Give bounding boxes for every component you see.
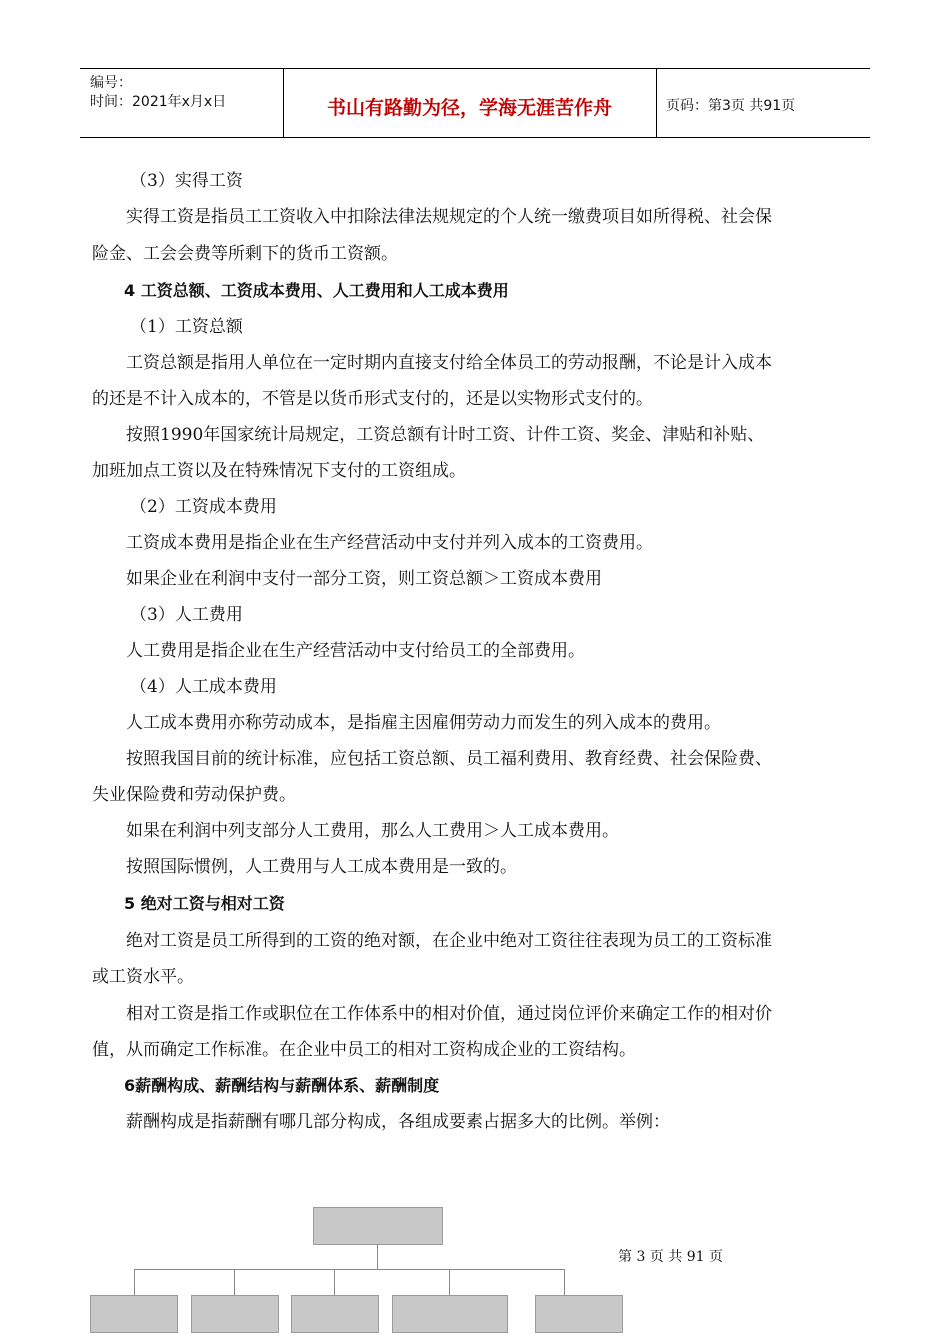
paragraph-line: 的还是不计入成本的，不管是以货币形式支付的，还是以实物形式支付的。 — [92, 389, 653, 409]
header-meta — [80, 69, 284, 137]
paragraph-line: 绝对工资是员工所得到的工资的绝对额，在企业中绝对工资往往表现为员工的工资标准 — [126, 931, 772, 951]
doc-date: 时间：2021年x月x日 — [90, 94, 227, 110]
paragraph-line: 如果在利润中列支部分人工费用，那么人工费用＞人工成本费用。 — [126, 821, 619, 841]
diagram-child-box — [90, 1295, 178, 1333]
section-heading: 4 工资总额、工资成本费用、人工费用和人工成本费用 — [124, 281, 509, 300]
diagram-connector — [134, 1269, 135, 1295]
header-page-number: 页码：第3页 共91页 — [666, 98, 796, 114]
paragraph-line: 险金、工会会费等所剩下的货币工资额。 — [92, 244, 398, 264]
page-footer: 第 3 页 共 91 页 — [618, 1249, 723, 1265]
paragraph-line: 人工费用是指企业在生产经营活动中支付给员工的全部费用。 — [126, 641, 585, 661]
subheading: （3）实得工资 — [130, 171, 243, 191]
subheading: （3）人工费用 — [130, 605, 243, 625]
diagram-child-box — [291, 1295, 379, 1333]
diagram-child-box — [535, 1295, 623, 1333]
paragraph-line: 工资成本费用是指企业在生产经营活动中支付并列入成本的工资费用。 — [126, 533, 653, 553]
diagram-child-box — [392, 1295, 508, 1333]
diagram-connector — [449, 1269, 450, 1295]
diagram-connector — [134, 1269, 564, 1270]
paragraph-line: 按照国际惯例，人工费用与人工成本费用是一致的。 — [126, 857, 517, 877]
paragraph-line: 按照我国目前的统计标准，应包括工资总额、员工福利费用、教育经费、社会保险费、 — [126, 749, 772, 769]
diagram-connector — [234, 1269, 235, 1295]
header-page-cell — [656, 69, 870, 137]
paragraph-line: 相对工资是指工作或职位在工作体系中的相对价值，通过岗位评价来确定工作的相对价 — [126, 1004, 772, 1024]
subheading: （2）工资成本费用 — [130, 497, 277, 517]
section-heading: 5 绝对工资与相对工资 — [124, 894, 285, 913]
paragraph-line: 值，从而确定工作标准。在企业中员工的相对工资构成企业的工资结构。 — [92, 1040, 636, 1060]
paragraph-line: 失业保险费和劳动保护费。 — [92, 785, 296, 805]
paragraph-line: 工资总额是指用人单位在一定时期内直接支付给全体员工的劳动报酬，不论是计入成本 — [126, 353, 772, 373]
paragraph-line: 或工资水平。 — [92, 967, 194, 987]
subheading: （1）工资总额 — [130, 317, 243, 337]
subheading: （4）人工成本费用 — [130, 677, 277, 697]
diagram-connector — [377, 1244, 378, 1269]
header-motto-cell — [283, 69, 657, 137]
diagram-child-box — [191, 1295, 279, 1333]
paragraph-line: 加班加点工资以及在特殊情况下支付的工资组成。 — [92, 461, 466, 481]
paragraph-line: 按照1990年国家统计局规定，工资总额有计时工资、计件工资、奖金、津贴和补贴、 — [126, 425, 765, 445]
diagram-root-box — [313, 1207, 443, 1245]
page-header — [80, 68, 870, 138]
paragraph-line: 人工成本费用亦称劳动成本，是指雇主因雇佣劳动力而发生的列入成本的费用。 — [126, 713, 721, 733]
paragraph-line: 实得工资是指员工工资收入中扣除法律法规规定的个人统一缴费项目如所得税、社会保 — [126, 207, 772, 227]
header-motto: 书山有路勤为径，学海无涯苦作舟 — [326, 97, 612, 119]
paragraph-line: 如果企业在利润中支付一部分工资，则工资总额＞工资成本费用 — [126, 569, 602, 589]
doc-number: 编号： — [90, 75, 132, 91]
section-heading: 6薪酬构成、薪酬结构与薪酬体系、薪酬制度 — [124, 1076, 440, 1095]
paragraph-line: 薪酬构成是指薪酬有哪几部分构成，各组成要素占据多大的比例。举例： — [126, 1112, 670, 1132]
diagram-connector — [564, 1269, 565, 1295]
diagram-connector — [334, 1269, 335, 1295]
